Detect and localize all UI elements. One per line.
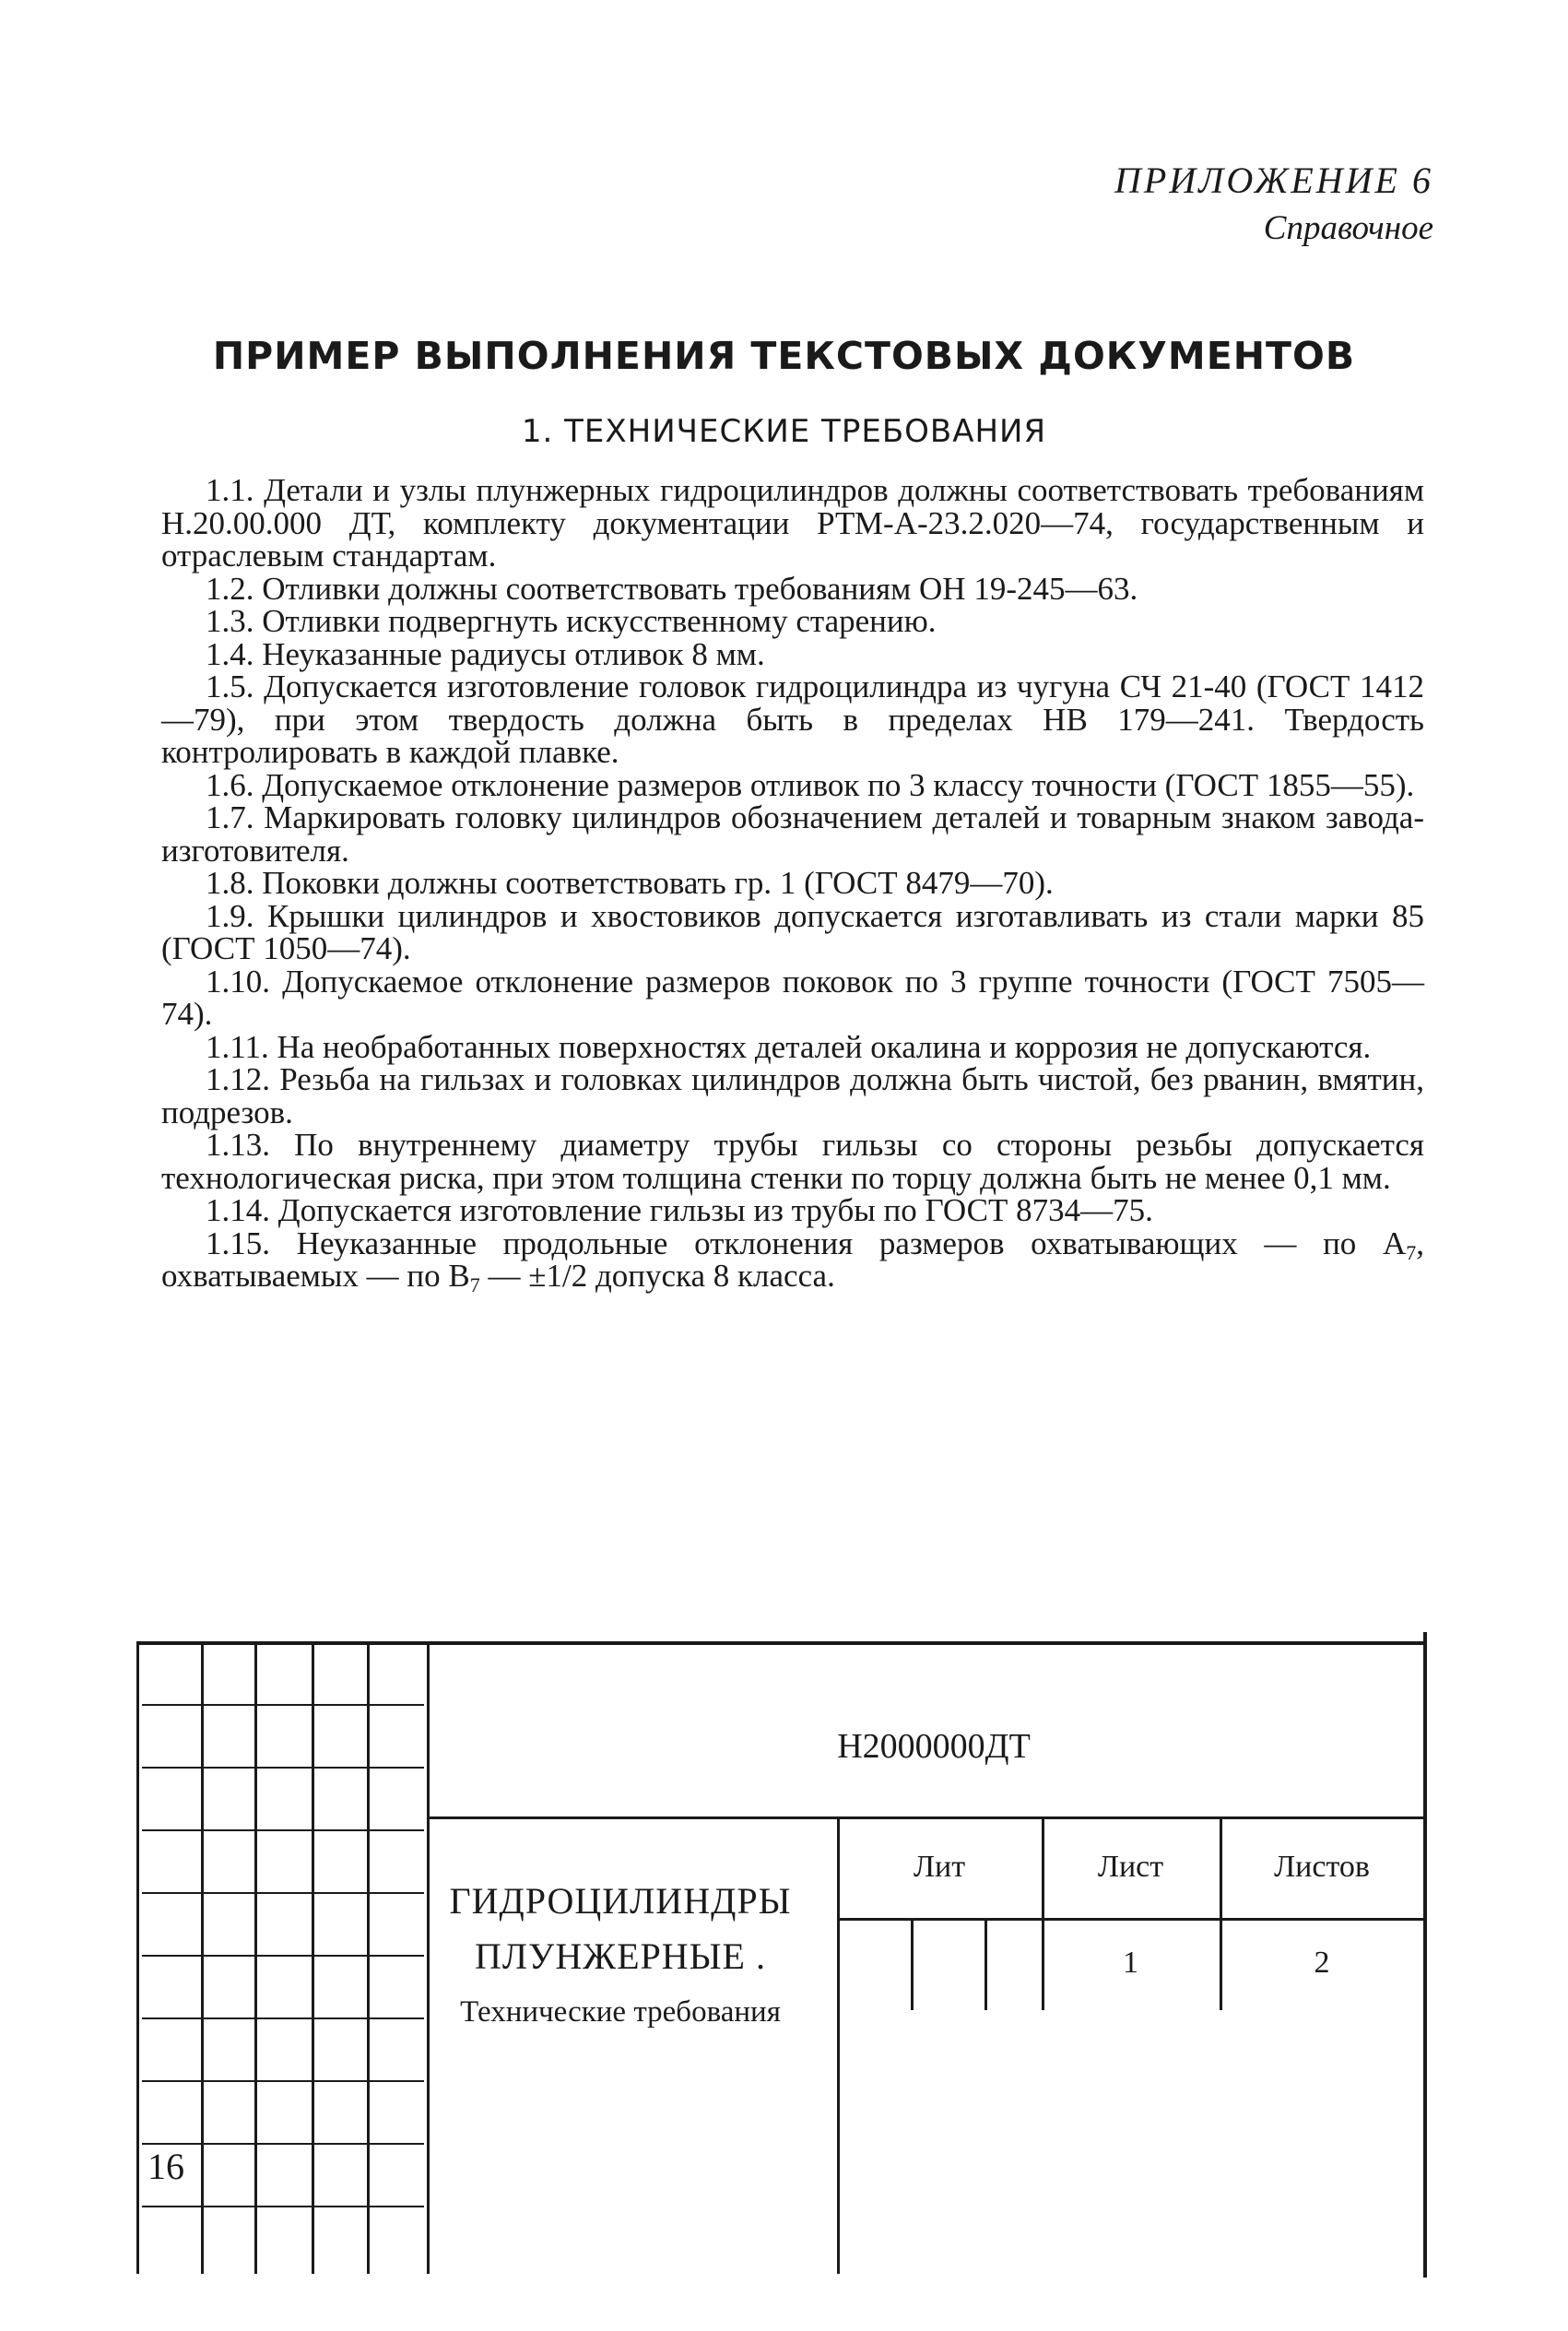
item15-part3: — ±1/2 допуска 8 класса. xyxy=(479,1258,835,1294)
col-line xyxy=(201,1641,204,2274)
requirement-item: 1.3. Отливки подвергнуть искусственному старению. xyxy=(206,603,937,639)
title-block xyxy=(136,1641,1427,2278)
requirement-item: 1.12. Резьба на гильзах и головках цилиндров должна быть чистой, без рванин, вмятин, подрезов. xyxy=(161,1061,1424,1130)
appendix-type: Справочное xyxy=(1263,209,1433,247)
frame-top xyxy=(136,1641,1425,1645)
requirement-item: 1.11. На необработанных поверхностях деталей окалина и коррозия не допускаются. xyxy=(206,1028,1372,1065)
item15-part2: , охватываемых — по В xyxy=(161,1225,1424,1294)
requirement-item-15 xyxy=(161,1225,1424,1296)
item15-sub-b: 7 xyxy=(469,1273,480,1296)
requirement-item: 1.6. Допускаемое отклонение размеров отливок по 3 классу точности (ГОСТ 1855—55). xyxy=(206,766,1415,803)
requirement-item: 1.8. Поковки должны соответствовать гр. 1 (ГОСТ 8479—70). xyxy=(206,865,1054,901)
requirement-item: 1.2. Отливки должны соответствовать требованиям ОН 19-245—63. xyxy=(206,570,1138,607)
document-type: Технические требования xyxy=(460,1995,781,2029)
document-title: ПРИМЕР ВЫПОЛНЕНИЯ ТЕКСТОВЫХ ДОКУМЕНТОВ xyxy=(212,334,1356,378)
requirement-item: 1.10. Допускаемое отклонение размеров поковок по 3 группе точности (ГОСТ 7505—74). xyxy=(161,963,1424,1032)
product-name-line1: ГИДРОЦИЛИНДРЫ xyxy=(449,1880,792,1922)
requirement-item: 1.1. Детали и узлы плунжерных гидроцилиндров должны соответствовать требованиям Н.20.00.000 ДТ, комплекту документации РТМ-А-23.2.020—74, государственным и отраслевым стандартам. xyxy=(161,472,1424,574)
section-title: 1. ТЕХНИЧЕСКИЕ ТРЕБОВАНИЯ xyxy=(521,413,1047,450)
col-sheets-header: Листов xyxy=(1274,1850,1370,1884)
requirement-item: 1.14. Допускается изготовление гильзы из трубы по ГОСТ 8734—75. xyxy=(206,1192,1153,1228)
col-line xyxy=(254,1641,257,2274)
sheet-value: 1 xyxy=(1123,1946,1138,1980)
lit-subcell-line xyxy=(984,1918,987,2010)
requirement-item: 1.13. По внутреннему диаметру трубы гильзы со стороны резьбы допускается технологическая риска, при этом толщина стенки по торцу должна быть не менее 0,1 мм. xyxy=(161,1127,1424,1196)
requirements-list xyxy=(161,472,1424,1296)
requirement-item: 1.5. Допускается изготовление головок гидроцилиндра из чугуна СЧ 21-40 (ГОСТ 1412—79), при этом твердость должна быть в пределах НВ 179—241. Твердость контролировать в каждой плавке. xyxy=(161,669,1424,770)
col-line xyxy=(367,1641,370,2274)
item15-sub-a: 7 xyxy=(1406,1240,1417,1264)
code-row-line xyxy=(427,1816,1425,1819)
lit-subcell-line xyxy=(911,1918,914,2010)
document-code: Н2000000ДТ xyxy=(837,1727,1031,1766)
requirement-item: 1.7. Маркировать головку цилиндров обозначением деталей и товарным знаком завода-изготовителя. xyxy=(161,799,1424,869)
col-sheet-header: Лист xyxy=(1097,1850,1164,1884)
appendix-label: ПРИЛОЖЕНИЕ 6 xyxy=(1114,160,1433,201)
product-name-line2: ПЛУНЖЕРНЫЕ . xyxy=(475,1935,766,1977)
appendix-header xyxy=(1114,157,1433,253)
item15-part1: 1.15. Неуказанные продольные отклонения размеров охватывающих — по А xyxy=(206,1225,1407,1261)
col-line xyxy=(312,1641,314,2274)
frame-left xyxy=(136,1641,139,2274)
requirement-item: 1.9. Крышки цилиндров и хвостовиков допускается изготавливать из стали марки 85 (ГОСТ 1050—74). xyxy=(161,897,1424,966)
sheets-value: 2 xyxy=(1314,1946,1330,1980)
info-header-line xyxy=(837,1918,1425,1921)
requirement-item: 1.4. Неуказанные радиусы отливок 8 мм. xyxy=(206,635,765,672)
col-lit-header: Лит xyxy=(913,1850,966,1884)
page-number: 16 xyxy=(147,2146,184,2187)
name-sep xyxy=(837,1816,840,2274)
